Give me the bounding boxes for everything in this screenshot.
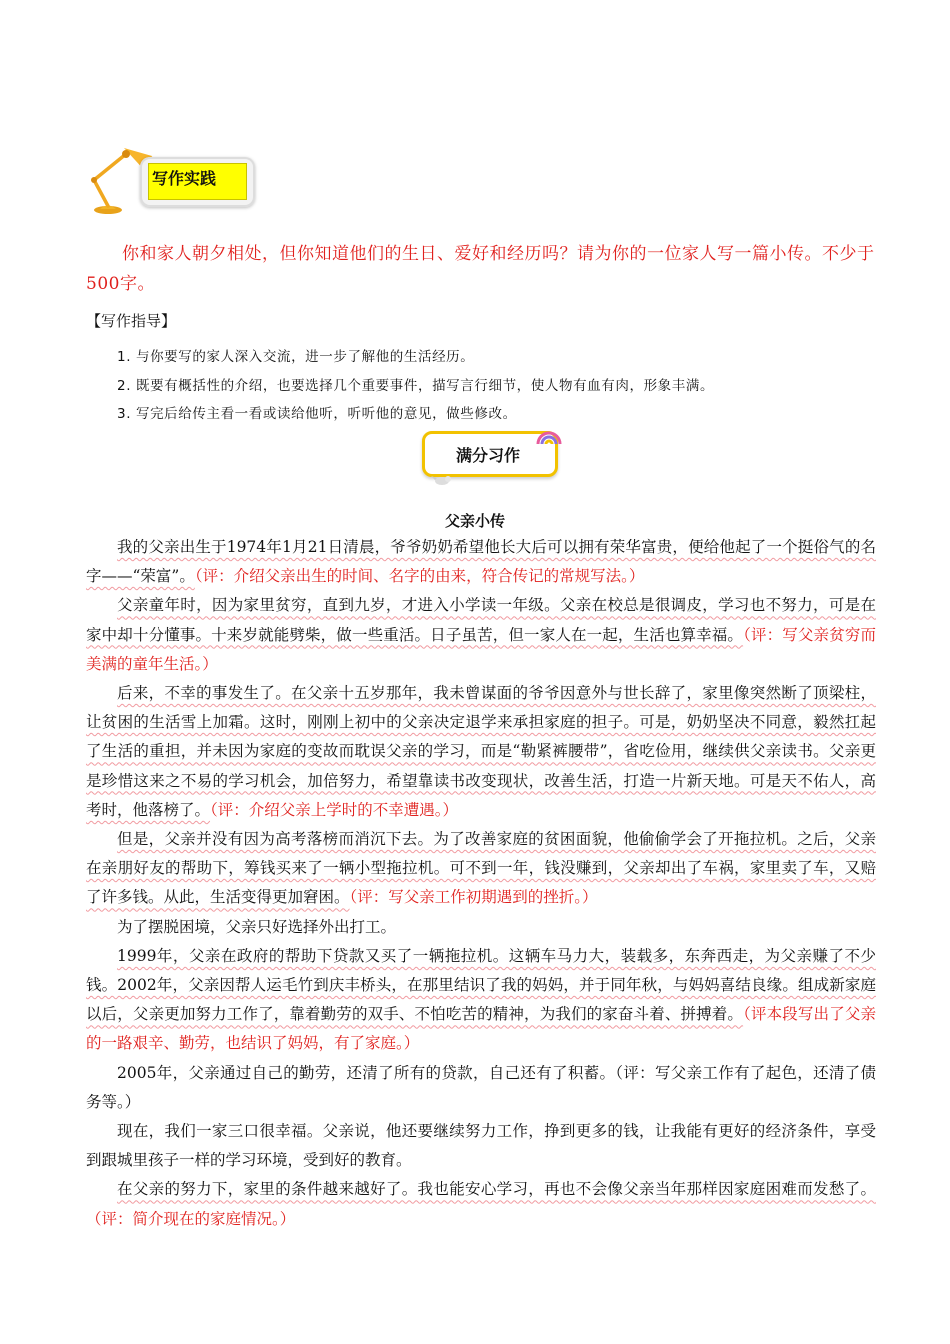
essay-paragraph [86,679,876,825]
paragraph-text: 我的父亲出生于1974年1月21日清晨，爷爷奶奶希望他长大后可以拥有荣华富贵，便给他起了一个挺俗气的名字——“荣富”。 [86,538,876,586]
paragraph-text: 1999年，父亲在政府的帮助下贷款又买了一辆拖拉机。这辆车马力大，装载多，东奔西走，为父亲赚了不少钱。2002年，父亲因帮人运毛竹到庆丰桥头，在那里结识了我的妈妈，并于同年秋，与妈妈喜结良缘。组成新家庭以后，父亲更加努力工作了，靠着勤劳的双手、不怕吃苦的精神，为我们的家奋斗着、拼搏着。 [86,946,876,1024]
paragraph-text: 后来，不幸的事发生了。在父亲十五岁那年，我未曾谋面的爷爷因意外与世长辞了，家里像突然断了顶梁柱，让贫困的生活雪上加霜。这时，刚刚上初中的父亲决定退学来承担家庭的担子。可是，奶奶坚决不同意，毅然扛起了生活的重担，并未因为家庭的变故而耽误父亲的学习，而是“勒紧裤腰带”，省吃俭用，继续供父亲读书。父亲更是珍惜这来之不易的学习机会，加倍努力，希望靠读书改变现状，改善生活，打造一片新天地。可是天不佑人，高考时，他落榜了。 [86,684,876,819]
badge-label: 满分习作 [456,446,521,465]
essay-body [86,533,876,1234]
paragraph-comment: （评：简介现在的家庭情况。） [86,1209,296,1228]
section-heading-box [140,157,255,207]
essay-paragraph [86,913,876,942]
essay-paragraph [86,1175,876,1233]
bird-icon [430,473,454,487]
paragraph-comment: （评：写父亲工作初期遇到的挫折。） [349,888,598,907]
paragraph-comment: （评：介绍父亲上学时的不幸遭遇。） [210,800,459,819]
essay-paragraph [86,825,876,913]
paragraph-comment: （评：介绍父亲出生的时间、名字的由来，符合传记的常规写法。） [194,567,645,586]
paragraph-comment: （评本段写出了父亲的一路艰辛、勤劳，也结识了妈妈，有了家庭。） [86,1005,876,1053]
essay-paragraph [86,533,876,591]
guide-item-3: 3. 写完后给传主看一看或读给他听，听听他的意见，做些修改。 [117,406,517,422]
guide-item-1: 1. 与你要写的家人深入交流，进一步了解他的生活经历。 [117,349,475,365]
essay-paragraph [86,591,876,679]
writing-prompt: 你和家人朝夕相处，但你知道他们的生日、爱好和经历吗？请为你的一位家人写一篇小传。不少于500字。 [86,244,875,294]
essay-title: 父亲小传 [444,512,505,530]
paragraph-text: 在父亲的努力下，家里的条件越来越好了。我也能安心学习，再也不会像父亲当年那样因家庭困难而发愁了。 [117,1180,876,1199]
paragraph-text: 2005年，父亲通过自己的勤劳，还清了所有的贷款，自己还有了积蓄。（评：写父亲工作有了起色，还清了债务等。） [86,1063,876,1111]
rainbow-icon [536,427,562,445]
essay-paragraph [86,1059,876,1117]
essay-paragraph [86,942,876,1059]
paragraph-text: 为了摆脱困境，父亲只好选择外出打工。 [117,917,397,936]
paragraph-text: 但是，父亲并没有因为高考落榜而消沉下去。为了改善家庭的贫困面貌，他偷偷学会了开拖拉机。之后，父亲在亲朋好友的帮助下，筹钱买来了一辆小型拖拉机。可不到一年，钱没赚到，父亲却出了车祸，家里卖了车，又赔了许多钱。从此，生活变得更加窘困。 [86,830,876,907]
guide-item-2: 2. 既要有概括性的介绍，也要选择几个重要事件，描写言行细节，使人物有血有肉，形象丰满。 [117,378,715,394]
paragraph-text: 父亲童年时，因为家里贫穷，直到九岁，才进入小学读一年级。父亲在校总是很调皮，学习也不努力，可是在家中却十分懂事。十来岁就能劈柴，做一些重活。日子虽苦，但一家人在一起，生活也算幸福。 [86,596,876,644]
guide-title: 【写作指导】 [86,312,177,330]
paragraph-comment: （评：写父亲贫穷而美满的童年生活。） [86,625,876,673]
model-essay-badge [422,431,562,489]
section-heading-label: 写作实践 [152,169,217,188]
essay-paragraph [86,1117,876,1175]
paragraph-text: 现在，我们一家三口很幸福。父亲说，他还要继续努力工作，挣到更多的钱，让我能有更好的经济条件，享受到跟城里孩子一样的学习环境，受到好的教育。 [86,1122,876,1170]
